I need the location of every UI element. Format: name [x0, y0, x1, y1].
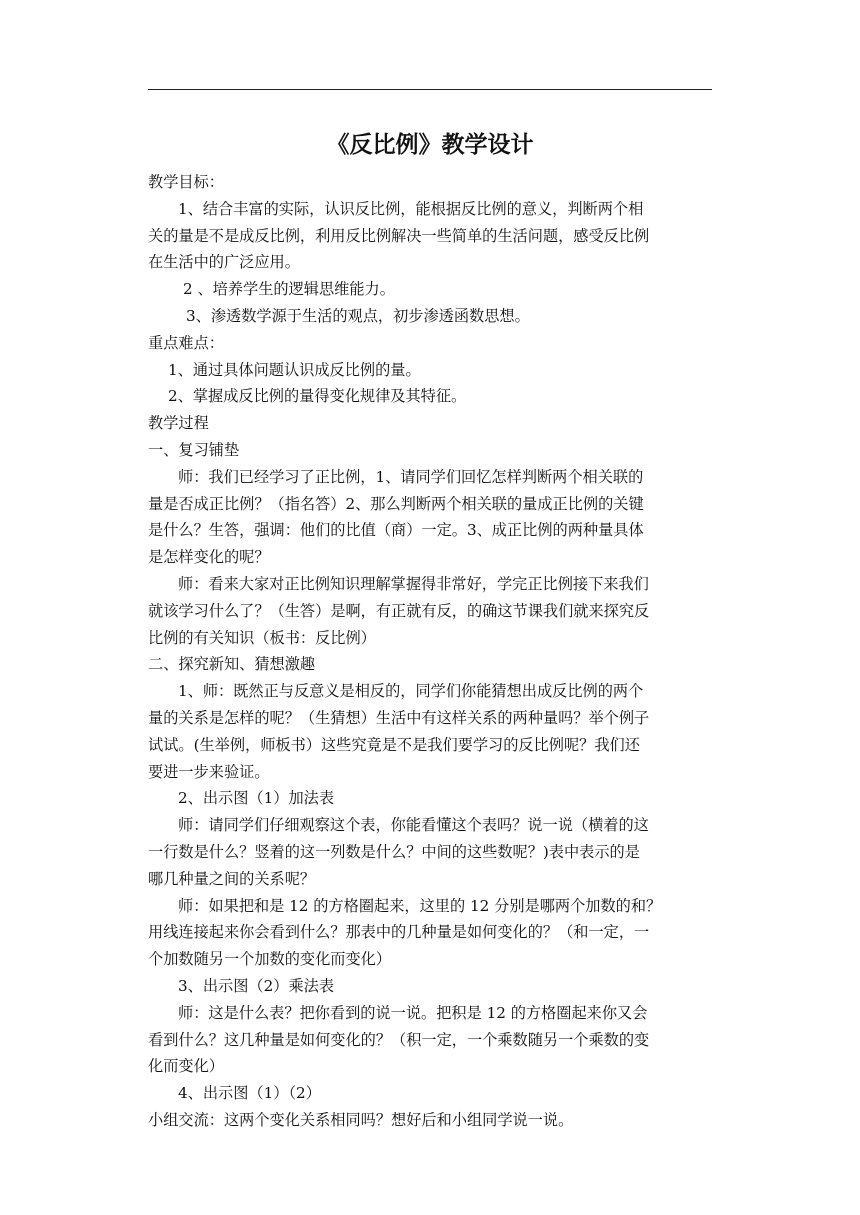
paragraph-line: 小组交流：这两个变化关系相同吗？想好后和小组同学说一说。: [148, 1110, 574, 1129]
paragraph-line: 师：看来大家对正比例知识理解掌握得非常好，学完正比例接下来我们: [178, 574, 649, 593]
paragraph-line: 1、通过具体问题认识成反比例的量。: [168, 360, 421, 379]
paragraph-line: 师：我们已经学习了正比例，1、请同学们回忆怎样判断两个相关联的: [178, 467, 644, 486]
section-heading-explore: 二、探究新知、猜想激趣: [148, 655, 316, 674]
header-rule: [148, 89, 712, 90]
paragraph-line: 1、师：既然正与反意义是相反的，同学们你能猜想出成反比例的两个: [178, 682, 644, 701]
paragraph-line: 比例的有关知识（板书：反比例）: [148, 628, 376, 647]
document-body: [148, 169, 714, 1134]
paragraph-line: 关的量是不是成反比例，利用反比例解决一些简单的生活问题，感受反比例: [148, 226, 650, 245]
paragraph-line: 在生活中的广泛应用。: [148, 253, 300, 272]
paragraph-line: 3、渗透数学源于生活的观点，初步渗透函数思想。: [186, 306, 530, 325]
paragraph-line: 个加数随另一个加数的变化而变化）: [148, 950, 391, 969]
paragraph-line: 就该学习什么了？（生答）是啊，有正就有反，的确这节课我们就来探究反: [148, 601, 650, 620]
paragraph-line: 1、结合丰富的实际，认识反比例，能根据反比例的意义，判断两个相: [178, 199, 644, 218]
paragraph-line: 是怎样变化的呢？: [148, 548, 270, 567]
paragraph-line: 看到什么？这几种量是如何变化的？（积一定，一个乘数随另一个乘数的变: [148, 1030, 650, 1049]
paragraph-line: 试试。(生举例，师板书）这些究竟是不是我们要学习的反比例呢？我们还: [148, 735, 640, 754]
paragraph-line: 2、出示图（1）加法表: [178, 789, 335, 808]
paragraph-line: 师：如果把和是 12 的方格圈起来，这里的 12 分别是哪两个加数的和？: [178, 896, 662, 915]
paragraph-line: 2、掌握成反比例的量得变化规律及其特征。: [168, 387, 467, 406]
paragraph-line: 2 、培养学生的逻辑思维能力。: [183, 280, 395, 299]
paragraph-line: 化而变化）: [148, 1057, 224, 1076]
section-heading-process: 教学过程: [148, 414, 209, 433]
paragraph-line: 用线连接起来你会看到什么？那表中的几种量是如何变化的？（和一定，一: [148, 923, 650, 942]
paragraph-line: 量是否成正比例？（指名答）2、那么判断两个相关联的量成正比例的关键: [148, 494, 644, 513]
paragraph-line: 师：这是什么表？把你看到的说一说。把积是 12 的方格圈起来你又会: [178, 1003, 648, 1022]
paragraph-line: 4、出示图（1）（2）: [178, 1084, 321, 1103]
paragraph-line: 量的关系是怎样的呢？（生猜想）生活中有这样关系的两种量吗？举个例子: [148, 708, 650, 727]
section-heading-objectives: 教学目标：: [148, 173, 224, 191]
paragraph-line: 是什么？生答，强调：他们的比值（商）一定。3、成正比例的两种量具体: [148, 521, 644, 540]
section-heading-key-points: 重点难点：: [148, 333, 224, 352]
document-title: 《反比例》教学设计: [326, 131, 534, 158]
section-heading-review: 一、复习铺垫: [148, 440, 240, 459]
paragraph-line: 要进一步来验证。: [148, 762, 270, 781]
paragraph-line: 一行数是什么？竖着的这一列数是什么？中间的这些数呢？)表中表示的是: [148, 842, 640, 861]
paragraph-line: 哪几种量之间的关系呢？: [148, 869, 316, 888]
paragraph-line: 3、出示图（2）乘法表: [178, 976, 335, 995]
paragraph-line: 师：请同学们仔细观察这个表，你能看懂这个表吗？说一说（横着的这: [178, 816, 649, 835]
